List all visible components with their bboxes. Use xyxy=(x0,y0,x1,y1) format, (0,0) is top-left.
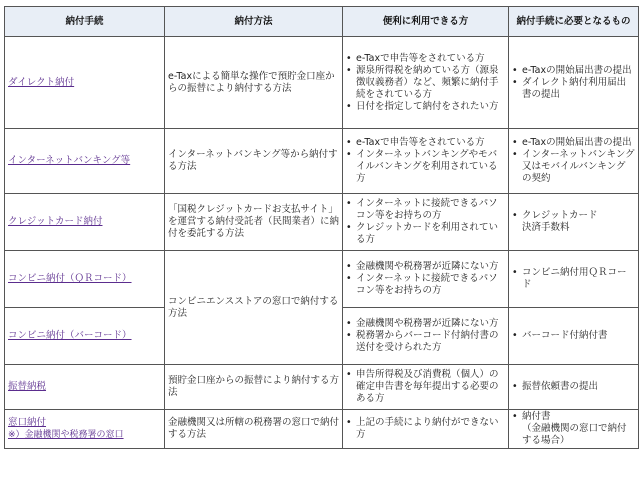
list-item: • 源泉所得税を納めている方（源泉徴収義務者）など、頻繁に納付手続をされている方 xyxy=(354,65,505,101)
method-cell: 「国税クレジットカードお支払サイト」を運営する納付受託者（民間業者）に納付を委託する方法 xyxy=(165,194,343,251)
link-counter-payment[interactable]: 窓口納付 xyxy=(8,417,47,428)
table-row xyxy=(5,365,639,410)
list-item: • クレジットカード xyxy=(520,210,635,222)
users-cell xyxy=(343,308,509,365)
users-cell xyxy=(343,129,509,194)
list-item: • e-Taxで申告等をされている方 xyxy=(354,53,505,65)
list-item: • e-Taxで申告等をされている方 xyxy=(354,137,505,149)
method-cell: 金融機関又は所轄の税務署の窓口で納付する方法 xyxy=(165,410,343,449)
requirements-cell xyxy=(509,410,639,449)
procedure-cell xyxy=(5,251,165,308)
table-row xyxy=(5,194,639,251)
procedure-cell xyxy=(5,410,165,449)
link-direct-payment[interactable]: ダイレクト納付 xyxy=(8,76,75,88)
method-cell: 預貯金口座からの振替により納付する方法 xyxy=(165,365,343,410)
list-item: • ダイレクト納付利用届出書の提出 xyxy=(520,77,635,101)
header-method: 納付方法 xyxy=(165,7,343,37)
table-row xyxy=(5,129,639,194)
procedure-cell xyxy=(5,129,165,194)
list-item: • 日付を指定して納付をされたい方 xyxy=(354,101,505,113)
list-item: • 申告所得税及び消費税（個人）の確定申告書を毎年提出する必要のある方 xyxy=(354,369,505,405)
list-item: • 金融機関や税務署が近隣にない方 xyxy=(354,318,505,330)
list-item: • 納付書 xyxy=(520,411,635,423)
users-cell xyxy=(343,37,509,129)
requirements-extra: 決済手数料 xyxy=(522,222,570,233)
requirements-cell xyxy=(509,129,639,194)
users-cell xyxy=(343,365,509,410)
link-internet-banking[interactable]: インターネットバンキング等 xyxy=(8,155,131,166)
table-row xyxy=(5,410,639,449)
table-row xyxy=(5,37,639,129)
list-item: • 振替依頼書の提出 xyxy=(520,381,635,393)
users-cell xyxy=(343,194,509,251)
header-requirements: 納付手続に必要となるもの xyxy=(509,7,639,37)
header-users: 便利に利用できる方 xyxy=(343,7,509,37)
link-credit-card[interactable]: クレジットカード納付 xyxy=(8,216,103,227)
requirements-cell xyxy=(509,308,639,365)
list-item: • インターネットに接続できるパソコン等をお持ちの方 xyxy=(354,198,505,222)
list-item: • 税務署からバーコード付納付書の送付を受けられた方 xyxy=(354,330,505,354)
requirements-cell xyxy=(509,37,639,129)
method-cell-convenience: コンビニエンスストアの窓口で納付する方法 xyxy=(165,251,343,365)
requirements-cell xyxy=(509,365,639,410)
requirements-extra: （金融機関の窓口で納付する場合） xyxy=(522,423,627,446)
header-row xyxy=(5,7,639,37)
link-convenience-qr[interactable]: コンビニ納付（ＱＲコード） xyxy=(8,273,132,284)
procedure-cell xyxy=(5,194,165,251)
procedure-cell xyxy=(5,37,165,129)
users-cell xyxy=(343,251,509,308)
method-cell: e-Taxによる簡単な操作で預貯金口座からの振替により納付する方法 xyxy=(165,37,343,129)
users-cell xyxy=(343,410,509,449)
header-procedure: 納付手続 xyxy=(5,7,165,37)
method-cell: インターネットバンキング等から納付する方法 xyxy=(165,129,343,194)
requirements-cell xyxy=(509,251,639,308)
link-convenience-barcode[interactable]: コンビニ納付（バーコード） xyxy=(8,330,132,341)
list-item: • 上記の手続により納付ができない方 xyxy=(354,417,505,441)
procedure-cell xyxy=(5,365,165,410)
payment-methods-table xyxy=(4,6,639,449)
list-item: • e-Taxの開始届出書の提出 xyxy=(520,65,635,77)
procedure-cell xyxy=(5,308,165,365)
list-item: • インターネットバンキング又はモバイルバンキングの契約 xyxy=(520,149,635,185)
list-item: • 金融機関や税務署が近隣にない方 xyxy=(354,261,505,273)
list-item: • e-Taxの開始届出書の提出 xyxy=(520,137,635,149)
list-item: • コンビニ納付用ＱＲコード xyxy=(520,267,635,291)
link-transfer-tax[interactable]: 振替納税 xyxy=(8,381,47,392)
list-item: • クレジットカードを利用されている方 xyxy=(354,222,505,246)
link-counter-note[interactable]: ※）金融機関や税務署の窓口 xyxy=(8,430,124,440)
table-row xyxy=(5,251,639,308)
requirements-cell xyxy=(509,194,639,251)
list-item: • インターネットに接続できるパソコン等をお持ちの方 xyxy=(354,273,505,297)
list-item: • バーコード付納付書 xyxy=(520,330,635,342)
list-item: • インターネットバンキングやモバイルバンキングを利用されている方 xyxy=(354,149,505,185)
